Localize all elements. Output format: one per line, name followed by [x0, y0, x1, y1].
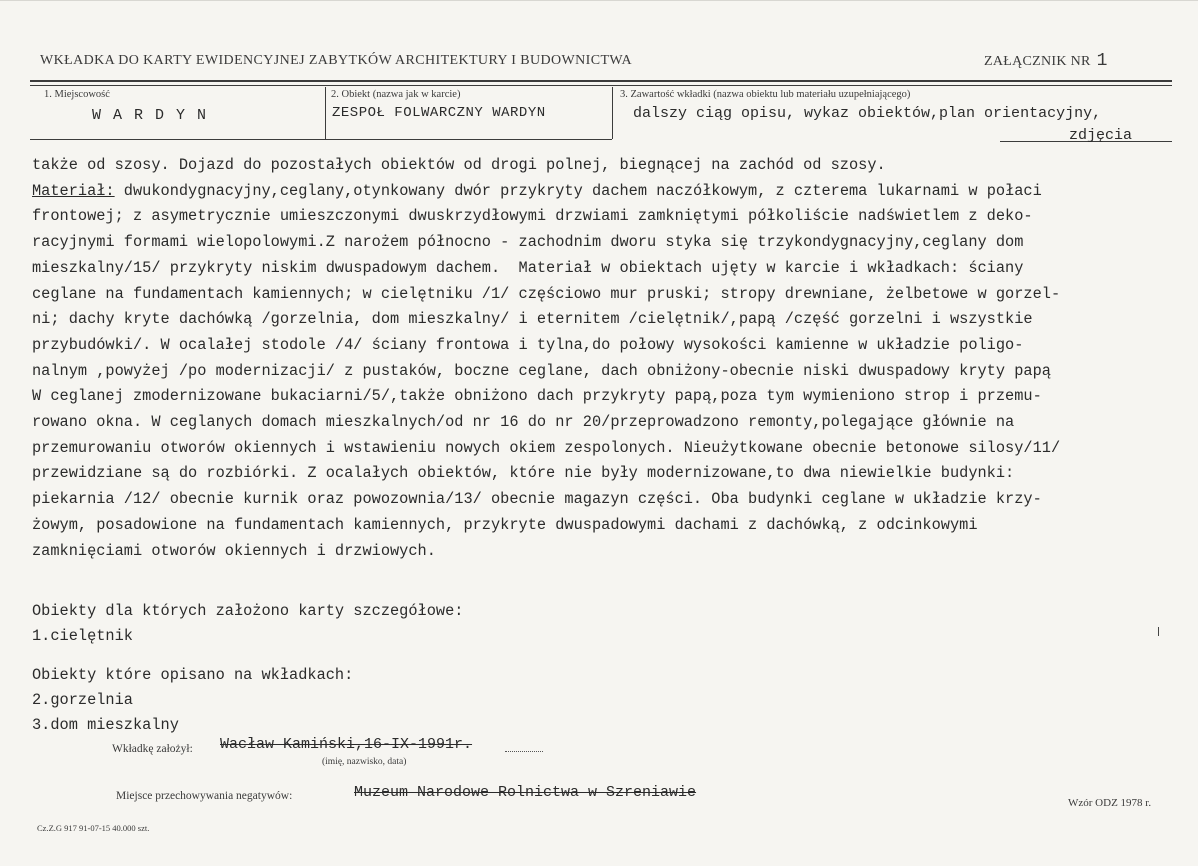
negatives-value: Muzeum Narodowe Rolnictwa w Szreniawie [354, 784, 697, 801]
description-line: W ceglanej zmodernizowane bukaciarni/5/,także obniżono dach przykryty papą,poza tym wymieniono strop i przemu- [32, 387, 1042, 406]
description-line: zamknięciami otworów okiennych i drzwiowych. [32, 541, 436, 560]
form-title: WKŁADKA DO KARTY EWIDENCYJNEJ ZABYTKÓW ARCHITEKTURY I BUDOWNICTWA [40, 53, 632, 68]
negatives-label: Miejsce przechowywania negatywów: [116, 790, 293, 802]
header-rule-bottom [30, 85, 1172, 86]
author-label: Wkładkę założył: [112, 743, 193, 755]
description-line [32, 179, 1172, 205]
field-divider-1 [325, 87, 326, 139]
description-text [32, 153, 1172, 564]
field-divider-2 [612, 87, 613, 139]
description-line: frontowej; z asymetrycznie umieszczonymi dwuskrzydłowymi drzwiami zamkniętymi półkoliście nadświetlem z deko- [32, 207, 1033, 226]
fields-bottom-rule-left [30, 139, 612, 140]
annex-number: 1 [1096, 51, 1108, 71]
object-value: ZESPOŁ FOLWARCZNY WARDYN [332, 105, 546, 121]
description-line: przybudówki/. W ocalałej stodole /4/ ściany frontowa i tylna,do połowy wysokości kamienne w układzie poligo- [32, 335, 1024, 354]
description-line: żowym, posadowione na fundamentach kamiennych, przykryte dwuspadowymi dachami z dachówką, z odcinkowymi [32, 515, 978, 534]
author-hint: (imię, nazwisko, data) [322, 757, 407, 767]
inserts-heading: Obiekty które opisano na wkładkach: [32, 666, 354, 684]
header-rule-top [30, 80, 1172, 82]
print-info: Cz.Z.G 917 91-07-15 40.000 szt. [37, 823, 150, 833]
description-line: przemurowaniu otworów okiennych i wstawieniu nowych okiem zespolonych. Nieużytkowane obecnie betonowe silosy/11/ [32, 438, 1061, 457]
annex-label [984, 51, 1108, 71]
list-gap [32, 649, 463, 663]
pen-mark [1158, 627, 1159, 636]
contents-label: 3. Zawartość wkładki (nazwa obiektu lub materiału uzupełniającego) [620, 89, 911, 100]
object-label: 2. Obiekt (nazwa jak w karcie) [331, 89, 461, 100]
detailed-cards-heading: Obiekty dla których założono karty szczegółowe: [32, 602, 464, 620]
place-label: 1. Miejscowość [44, 89, 110, 100]
description-line-rest: dwukondygnacyjny,ceglany,otynkowany dwór przykryty dachem naczółkowym, z czterema lukarnami w połaci [114, 181, 1042, 200]
description-line: racyjnymi formami wielopolowymi.Z narożem północno - zachodnim dworu styka się trzykondygnacyjny,ceglany dom [32, 233, 1024, 252]
author-value: Wacław Kamiński,16-IX-1991r. [220, 736, 473, 753]
author-dotted-line [505, 751, 543, 752]
description-line: ceglane na fundamentach kamiennych; w cielętniku /1/ częściowo mur pruski; stropy drewniane, żelbetowe w gorzel- [32, 284, 1061, 303]
description-line: ni; dachy kryte dachówką /gorzelnia, dom mieszkalny/ i eternitem /cielętnik/,papą /część gorzelni i wszystkie [32, 310, 1033, 329]
list-item: 1.cielętnik [32, 627, 133, 645]
place-value: WARDYN [92, 107, 219, 124]
description-line: mieszkalny/15/ przykryty niskim dwuspadowym dachem. Materiał w obiektach ujęty w karcie i wkładkach: ściany [32, 258, 1024, 277]
description-line: nalnym ,powyżej /po modernizacji/ z pustaków, boczne ceglane, dach obniżony-obecnie niski dwuspadowy kryty papą [32, 361, 1051, 380]
list-item: 2.gorzelnia [32, 691, 133, 709]
contents-value [633, 103, 1173, 147]
form-code: Wzór ODZ 1978 r. [1068, 797, 1152, 809]
contents-line-1: dalszy ciąg opisu, wykaz obiektów,plan orientacyjny, [633, 105, 1102, 122]
description-line: piekarnia /12/ obecnie kurnik oraz powozownia/13/ obecnie magazyn części. Oba budynki ceglane w układzie krzy- [32, 490, 1042, 509]
annex-label-text: ZAŁĄCZNIK NR [984, 54, 1091, 69]
description-line: rowano okna. W ceglanych domach mieszkalnych/od nr 16 do nr 20/przeprowadzono remonty,polegające głównie na [32, 413, 1015, 432]
contents-line-2: zdjęcia [1069, 127, 1133, 144]
description-line: przewidziane są do rozbiórki. Z ocalałych obiektów, które nie były modernizowane,to dwa niewielkie budynki: [32, 464, 1015, 483]
object-lists [32, 599, 463, 738]
material-label: Materiał: [32, 181, 115, 200]
description-line: także od szosy. Dojazd do pozostałych obiektów od drogi polnej, biegnącej na zachód od szosy. [32, 156, 886, 174]
list-item: 3.dom mieszkalny [32, 716, 179, 734]
